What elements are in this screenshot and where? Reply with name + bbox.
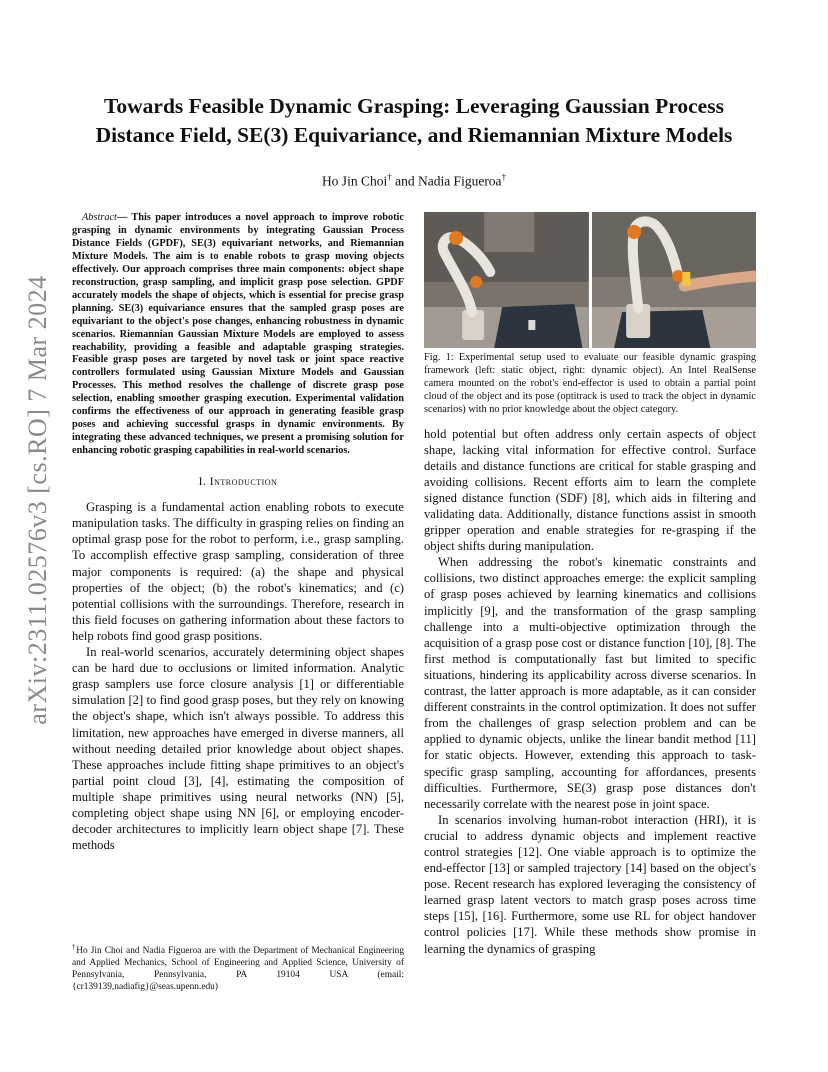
right-column [424,212,756,957]
section-heading: I. Introduction [198,476,278,489]
title-line-2: Distance Field, SE(3) Equivariance, and Riemannian Mixture Models [95,123,733,147]
paragraph: hold potential but often address only certain aspects of object shape, lacking vital information for effective control. Surface details and distance functions are critical for stable grasping and avoiding collisions. Recent efforts aim to learn the complete signed distance function (SDF) [8], which aids in filtering and validating data. Additionally, distance functions assist in smooth gripper operation and enable strategies for re-grasping if the object shifts during manipulation. [424,426,756,554]
paragraph: In scenarios involving human-robot interaction (HRI), it is crucial to address dynamic objects and implement reactive control strategies [12]. One viable approach is to optimize the end-effector [13] or sampled trajectory [14] based on the object's pose. Recent research has explored leveraging the consistency of learned grasp latent vectors to match grasp poses across time steps [15], [16]. Furthermore, some use RL for object handover control policies [17]. While these methods show promise in learning the dynamics of grasping [424,812,756,956]
robot-photo-dynamic-object [592,212,757,348]
footnote [72,942,404,993]
title-line-1: Towards Feasible Dynamic Grasping: Leveraging Gaussian Process [104,94,724,118]
paragraph: In real-world scenarios, accurately determining object shapes can be hard due to occlusions or limited information. Analytic grasp samplers use force closure analysis [1] or differentiable simulation [2] to find good grasp poses, but they rely on knowing the object's shape, which isn't always possible. To address this limitation, new approaches have emerged in diverse manners, all without needing detailed prior knowledge about object shapes. These approaches include fitting shape primitives to an object's partial point cloud [3], [4], estimating the composition of multiple shape primitives using neural networks (NN) [5], completing object shape using NN [6], or employing encoder-decoder architectures to implicitly learn object shape [7]. These methods [72,645,404,853]
paper-title [80,92,748,150]
figure-caption: Fig. 1: Experimental setup used to evaluate our feasible dynamic grasping framework (left: static object, right: dynamic object). An Intel RealSense camera mounted on the robot's end-effector is used to obtain a partial point cloud of the object and its pose (optitrack is used to track the object in dynamic scenarios) with no prior knowledge about the object category. [424,352,756,415]
author-name: Ho Jin Choi [321,173,388,189]
arxiv-identifier-text: arXiv:2311.02576v3 [cs.RO] 7 Mar 2024 [23,275,52,725]
figure-1 [424,212,756,348]
footnote-mark: † [72,943,77,951]
footnote-text: Ho Jin Choi and Nadia Figueroa are with the Department of Mechanical Engineering and Applied Mechanics, School of Engineering and Applied Science, University of Pennsylvania, Pennsylvania, PA 19104 USA (email: {cr139139,nadiafig}@seas.upenn.edu) [72,946,405,992]
author-list [80,172,748,190]
abstract [72,212,404,458]
paragraph: Grasping is a fundamental action enabling robots to execute manipulation tasks. The difficulty in grasping relies on finding an optimal grasp pose for the robot to perform, i.e., grasp sampling. To accomplish effective grasp sampling, consideration of three major components is required: (a) the shape and physical properties of the object; (b) the robot's kinematics; and (c) potential collisions with the surroundings. Therefore, research in this field focuses on gathering information about these factors to help robots find good grasp positions. [72,500,404,643]
author-conjunction: and [391,173,418,189]
affiliation-mark: † [501,172,507,182]
author-name: Nadia Figueroa [417,173,502,189]
affiliation-mark: † [387,172,392,182]
abstract-body: This paper introduces a novel approach to improve robotic grasping in dynamic environments by integrating Gaussian Process Distance Fields (GPDF), SE(3) equivariant networks, and Riemannian Mixture Models. The aim is to enable robots to grasp moving objects effectively. Our approach comprises three main components: object shape reconstruction, grasp sampling, and implicit grasp pose selection. GPDF accurately models the shape of objects, which is essential for precise grasp planning. SE(3) equivariance ensures that the sampled grasp poses are equivariant to the object's pose changes, enhancing robustness in dynamic scenarios. Riemannian Gaussian Mixture Models are employed to assess reachability, providing a feasible and adaptable grasping strategies. Feasible grasp poses are targeted by novel task or joint space reactive controllers formulated using Gaussian Mixture Models and Gaussian Processes. This method resolves the challenge of discrete grasp pose selection, enabling smoother grasping execution. Experimental validation confirms the effectiveness of our approach in generating feasible grasp poses and achieving successful grasps in dynamic environments. By integrating these advanced techniques, we present a promising solution for enhancing robotic grasping capabilities in real-world scenarios. [72,212,404,457]
abstract-dash: — [116,212,132,223]
arxiv-identifier [18,275,58,725]
robot-photo-static-object [424,212,589,348]
paragraph: When addressing the robot's kinematic constraints and collisions, two distinct approaches emerge: the explicit sampling of grasp poses achieved by learning kinematics and collisions implicitly [9], and the transformation of the grasp sampling challenge into a multi-objective optimization through the acquisition of a grasp pose cost or distance function [10], [8]. The first method is computationally fast but limited to specific situations, hindering its applicability across diverse scenarios. In contrast, the latter approach is more adaptable, as it can consider different constraints in the control optimization. It does not suffer from the challenges of grasp selection problem and can be applied to dynamic objects, unlike the linear bandit method [11] for static objects. However, extending this approach to task-specific grasp sampling, accounting for affordances, presents difficulties. Furthermore, SE(3) grasp pose distances don't necessarily correlate with the nearest pose in joint space. [424,555,756,811]
left-column [72,212,404,853]
abstract-label: Abstract [82,212,117,223]
